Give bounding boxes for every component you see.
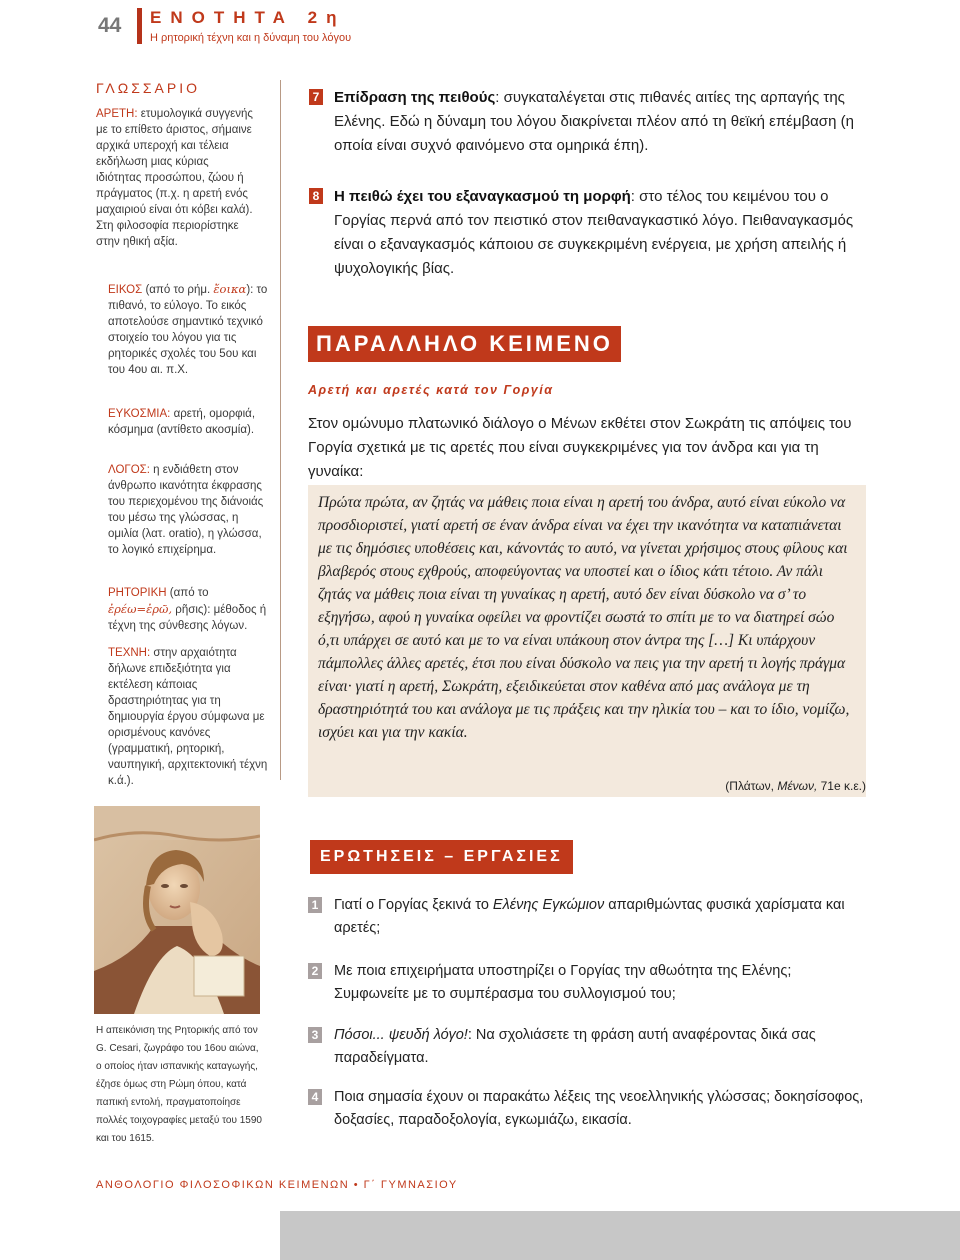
- glossary-entry-eukosmia: [108, 406, 268, 438]
- question-2: [334, 960, 864, 1006]
- column-divider: [280, 80, 281, 780]
- rhetoric-painting: [94, 806, 260, 1014]
- quote-citation: [725, 779, 866, 793]
- glossary-term: ΕΙΚΟΣ: [108, 284, 143, 296]
- parallel-intro: Στον ομώνυμο πλατωνικό διάλογο ο Μένων εκθέτει στον Σωκράτη τις απόψεις του Γοργία σχετικά με τις αρετές που είναι συγκεκριμένες για τον άνδρα και για τη γυναίκα:: [308, 415, 852, 480]
- glossary-title: ΓΛΩΣΣΑΡΙΟ: [96, 80, 201, 96]
- glossary-entry-eikos: [108, 281, 268, 378]
- unit-title: ΕΝΟΤΗΤΑ 2η: [150, 8, 346, 27]
- question-number-4: 4: [308, 1089, 322, 1105]
- note-text: : στο τέλος του κειμένου του ο Γοργίας περνά από τον πειστικό στον πειθαναγκαστικό λόγο. Πειθαναγκασμός είναι ο εξαναγκασμός κάποιου σε συγκεκριμένη ενέργεια, με χρήση απειλής ή ψυχολογικής βίας.: [334, 188, 854, 277]
- glossary-term: ΤΕΧΝΗ:: [108, 647, 151, 659]
- question-number-1: 1: [308, 897, 322, 913]
- glossary-term: ΡΗΤΟΡΙΚΗ: [108, 587, 167, 599]
- glossary-term: ΑΡΕΤΗ:: [96, 108, 138, 120]
- question-4: [334, 1086, 864, 1132]
- unit-subtitle: Η ρητορική τέχνη και η δύναμη του λόγου: [150, 32, 352, 44]
- parallel-text-subtitle: Αρετή και αρετές κατά τον Γοργία: [308, 383, 554, 397]
- painting-caption: Η απεικόνιση της Ρητορικής από τον G. Cesari, ζωγράφο του 16ου αιώνα, ο οποίος ήταν ισπανικής καταγωγής, έζησε όμως στη Ρώμη όπου, κατά παπική εντολή, πραγματοποίησε πολλές τοιχογραφίες μεταξύ του 1590 και του 1615.: [96, 1025, 262, 1144]
- glossary-text: ρῆσις): μέθοδος ή τέχνη της σύνθεσης λόγων.: [108, 604, 267, 632]
- footer-bar: [280, 1211, 960, 1260]
- glossary-term: ΛΟΓΟΣ:: [108, 464, 150, 476]
- note-8: [334, 185, 868, 281]
- question-italic: Πόσοι... ψευδή λόγο!: [334, 1027, 468, 1043]
- glossary-text: ): το πιθανό, το εύλογο. Το εικός αποτελούσε σημαντικό τεχνικό στοιχείο του λόγου για τις ρητορικές σχολές του 5ου και του 4ου αι. π.Χ.: [108, 284, 268, 376]
- glossary-text: στην αρχαιότητα δήλωνε επιδεξιότητα για εκτέλεση κάποιας δραστηριότητας για τη δημιουργία έργου σύμφωνα με ορισμένους κανόνες (γραμματική, ρητορική, ναυπηγική, αρχιτεκτονική τέχνη κ.ά.).: [108, 647, 268, 787]
- citation-work: Μένων,: [777, 779, 818, 793]
- note-heading: Επίδραση της πειθούς: [334, 89, 496, 106]
- glossary-greek: ἐρέω=ἐρῶ,: [108, 602, 173, 616]
- citation-author: (Πλάτων,: [725, 779, 774, 793]
- glossary-text: ετυμολογικά συγγενής με το επίθετο άριστος, σήμαινε αρχικά υπεροχή και τέλεια εκδήλωση μιας κύριας ιδιότητας προσώπου, ζώου ή πράγματος (π.χ. η αρετή ενός μαχαιριού είναι ότι κόβει καλά). Στη φιλοσοφία περιορίστηκε στην ηθική αξία.: [96, 108, 253, 248]
- page-number: 44: [98, 14, 122, 37]
- note-number-7: 7: [309, 89, 323, 105]
- questions-title: ΕΡΩΤΗΣΕΙΣ – ΕΡΓΑΣΙΕΣ: [310, 840, 573, 874]
- glossary-entry-logos: [108, 462, 268, 558]
- question-text-post: απαριθμώντας φυσικά χαρίσματα και αρετές;: [334, 897, 845, 936]
- glossary-text-pre: (από το: [169, 587, 209, 599]
- citation-ref: 71e κ.ε.): [820, 779, 866, 793]
- glossary-greek: ἔοικα: [213, 282, 247, 296]
- question-text-post: : Να σχολιάσετε τη φράση αυτή αναφέροντας δικά σας παραδείγματα.: [334, 1027, 816, 1066]
- question-number-3: 3: [308, 1027, 322, 1043]
- painting-illustration: [94, 806, 260, 1014]
- question-text: Γιατί ο Γοργίας ξεκινά το: [334, 897, 489, 913]
- glossary-text: αρετή, ομορφιά, κόσμημα (αντίθετο ακοσμία).: [108, 408, 256, 436]
- footer-title: ΑΝΘΟΛΟΓΙΟ ΦΙΛΟΣΟΦΙΚΩΝ ΚΕΙΜΕΝΩΝ • Γ΄ ΓΥΜΝΑΣΙΟΥ: [96, 1179, 458, 1191]
- glossary-entry-arete: [96, 106, 256, 250]
- question-number-2: 2: [308, 963, 322, 979]
- question-3: [334, 1024, 864, 1070]
- header-rule: [137, 8, 142, 44]
- quote-text: Πρώτα πρώτα, αν ζητάς να μάθεις ποια είναι η αρετή του άνδρα, αυτό είναι εύκολο να προσδιοριστεί, γιατί αρετή σε έναν άνδρα είναι να έχει την ικανότητα να καταπιάνεται με τις δημόσιες υποθέσεις και, κάνοντάς το αυτό, να γίνεται χρήσιμος στους φίλους και βλαβερός στους εχθρούς, αποφεύγοντας να υποστεί και ο ίδιος κάτι τέτοιο. Αν πάλι ζητάς να μάθεις ποια είναι τη γυναίκας η αρετή, αυτό δεν είναι δύσκολο να σ’ το εξηγήσω, αφού η γυναίκα οφείλει να φροντίζει σωστά το σπίτι με το να διατηρεί σώο ό,τι υπάρχει σε αυτό και με το να είναι υπάκουη στον άντρα της […] Κι υπάρχουν πάμπολλες άλλες αρετές, έτσι που είναι δύσκολο να πεις για την αρετή τι λογής πράγμα είναι· γιατί η αρετή, Σωκράτη, εξειδικεύεται στον καθένα από μας ανάλογα με τη δραστηριότητά του και ανάλογα με τις πράξεις και την ηλικία του – και το ίδιο, νομίζω, ισχύει και για την κακία.: [318, 494, 850, 741]
- note-text: : συγκαταλέγεται στις πιθανές αιτίες της αρπαγής της Ελένης. Εδώ η δύναμη του λόγου διακρίνεται πλέον από τη θεϊκή επέμβαση (η οποία είναι συχνό φαινόμενο στα ομηρικά έπη).: [334, 89, 854, 154]
- note-heading: Η πειθώ έχει του εξαναγκασμού τη μορφή: [334, 188, 631, 205]
- question-text: Με ποια επιχειρήματα υποστηρίζει ο Γοργίας την αθωότητα της Ελένης; Συμφωνείτε με το συμπέρασμα του συλλογισμού του;: [334, 963, 792, 1002]
- glossary-text-pre: (από το ρήμ.: [145, 284, 211, 296]
- parallel-text-title: ΠΑΡΑΛΛΗΛΟ ΚΕΙΜΕΝΟ: [308, 326, 621, 362]
- question-text: Ποια σημασία έχουν οι παρακάτω λέξεις της νεοελληνικής γλώσσας; δοκησίσοφος, δοξασίες, παραδοξολογία, εγκωμιάζω, εικασία.: [334, 1089, 864, 1128]
- question-1: [334, 894, 864, 940]
- note-number-8: 8: [309, 188, 323, 204]
- question-italic: Ελένης Εγκώμιον: [492, 897, 605, 913]
- glossary-entry-rhetorike: [108, 585, 268, 634]
- note-7: [334, 86, 868, 158]
- glossary-entry-techne: [108, 645, 268, 789]
- glossary-text: η ενδιάθετη στον άνθρωπο ικανότητα έκφρασης του περιεχομένου της διάνοιάς του μέσω της γλώσσας, η ομιλία (λατ. oratio), η γλώσσα, το λογικό επιχείρημα.: [108, 464, 264, 556]
- glossary-term: ΕΥΚΟΣΜΙΑ:: [108, 408, 171, 420]
